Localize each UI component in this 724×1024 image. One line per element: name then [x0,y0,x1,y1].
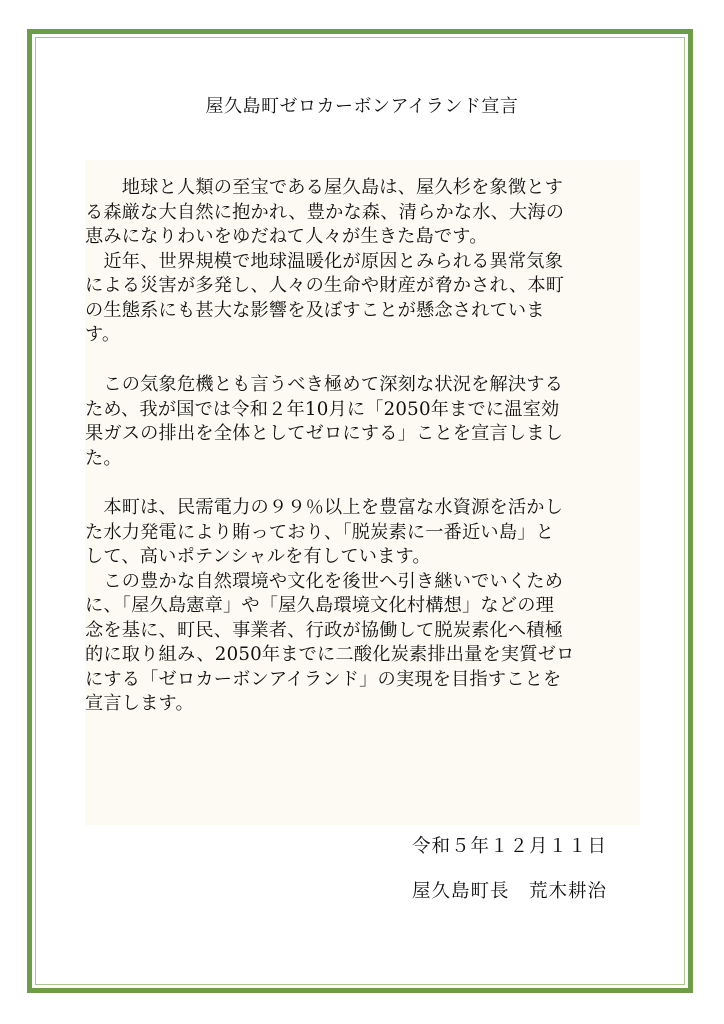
paragraph-line: 果ガスの排出を全体としてゼロにする」ことを宣言しまし [85,423,564,444]
paragraph-2 [85,373,640,471]
signature-author: 屋久島町長 荒木耕治 [412,881,608,902]
paragraph-line: 地球と人類の至宝である屋久島は、屋久杉を象徴とす [85,177,564,198]
paragraph-line: 本町は、民需電力の９９％以上を豊富な水資源を活かし [85,497,564,518]
paragraph-1 [85,176,640,348]
paragraph-line: 念を基に、町民、事業者、行政が協働して脱炭素化へ積極 [85,619,564,641]
paragraph-line: た。 [85,447,122,469]
paragraph-line: た水力発電により賄っており、「脱炭素に一番近い島」と [85,521,554,543]
paragraph-line: す。 [85,324,121,345]
paragraph-line: る森厳な大自然に抱かれ、豊かな森、清らかな水、大海の [85,201,565,223]
paragraph-line: の生態系にも甚大な影響を及ぼすことが懸念されていま [85,299,545,321]
paragraph-line: 的に取り組み、2050年までに二酸化炭素排出量を実質ゼロ [85,644,575,665]
paragraph-line: による災害が多発し、人々の生命や財産が脅かされ、本町 [85,275,565,296]
paragraph-line: この豊かな自然環境や文化を後世へ引き継いでいくため [85,570,564,592]
paragraph-line: にする「ゼロカーボンアイランド」の実現を目指すことを [85,668,562,690]
paragraph-line: して、高いポテンシャルを有しています。 [85,546,431,567]
paragraph-line: 宣言します。 [85,693,194,714]
paragraph-line: に、「屋久島憲章」や「屋久島環境文化村構想」などの理 [85,595,554,616]
paragraph-3 [85,496,640,717]
paragraph-line: 恵みになりわいをゆだねて人々が生きた島です。 [85,226,488,247]
paragraph-line: この気象危機とも言うべき極めて深刻な状況を解決する [85,374,564,395]
paragraph-line: ため、我が国では令和２年10月に「2050年までに温室効 [85,398,560,420]
paragraph-line: 近年、世界規模で地球温暖化が原因とみられる異常気象 [85,250,564,272]
document-title: 屋久島町ゼロカーボンアイランド宣言 [205,96,519,117]
signature-date: 令和５年１２月１１日 [412,836,608,857]
